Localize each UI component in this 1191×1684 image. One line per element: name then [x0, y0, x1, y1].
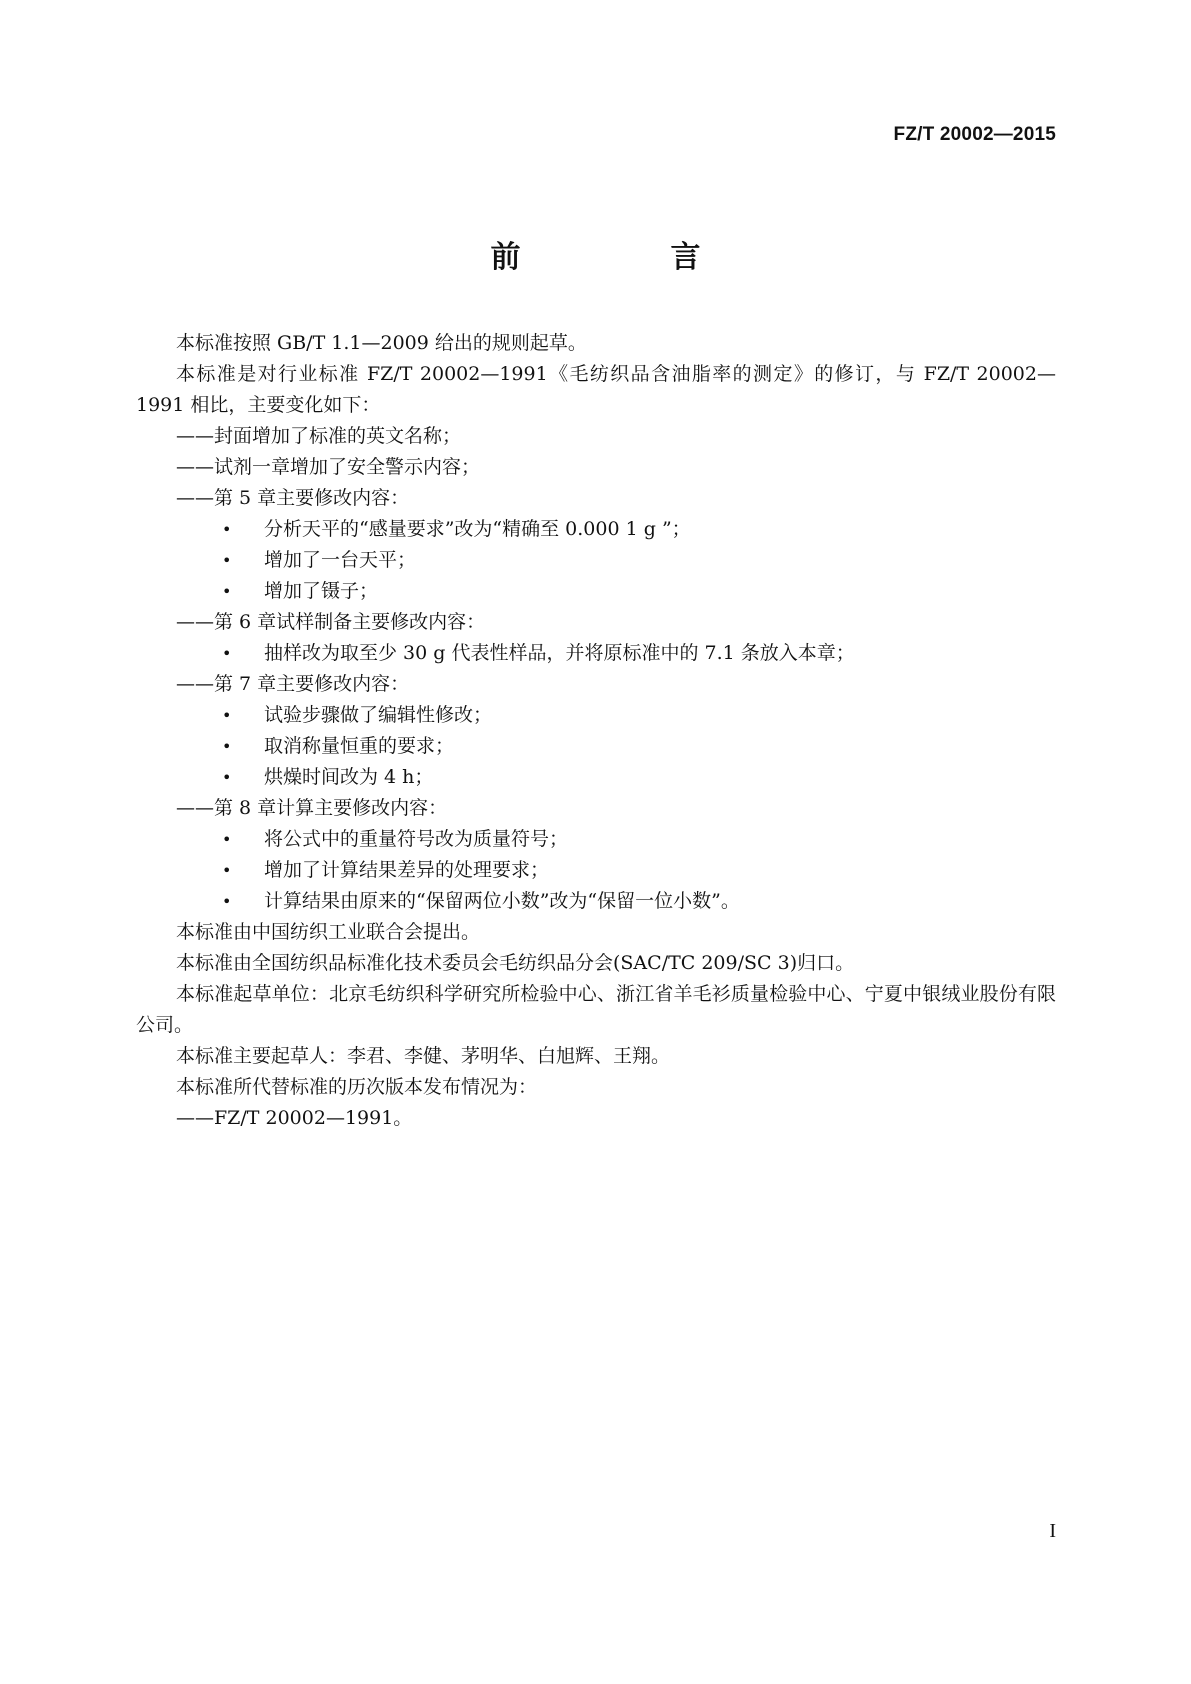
bullet-text: 取消称量恒重的要求； — [264, 735, 455, 757]
bullet-text: 抽样改为取至少 30 g 代表性样品，并将原标准中的 7.1 条放入本章； — [264, 642, 855, 664]
change-item-reagents: ——试剂一章增加了安全警示内容； — [176, 456, 481, 478]
bullet-text: 增加了一台天平； — [264, 549, 417, 571]
paragraph-drafting-units: 本标准起草单位：北京毛纺织科学研究所检验中心、浙江省羊毛衫质量检验中心、宁夏中银绒业股份有限公司。 — [136, 983, 1056, 1036]
bullet-icon: • — [222, 644, 232, 663]
bullet-icon: • — [222, 861, 232, 880]
change-item-chapter-6: ——第 6 章试样制备主要修改内容： — [176, 611, 486, 633]
bullet-text: 烘燥时间改为 4 h； — [264, 766, 434, 788]
paragraph-proposer: 本标准由中国纺织工业联合会提出。 — [176, 921, 481, 943]
bullet-item — [136, 576, 1056, 607]
bullet-item — [136, 638, 1056, 669]
bullet-icon: • — [222, 737, 232, 756]
paragraph-drafters: 本标准主要起草人：李君、李健、茅明华、白旭辉、王翔。 — [176, 1045, 671, 1067]
bullet-icon: • — [222, 830, 232, 849]
foreword-body — [136, 328, 1056, 1134]
bullet-text: 试验步骤做了编辑性修改； — [264, 704, 493, 726]
bullet-icon: • — [222, 892, 232, 911]
bullet-item — [136, 514, 1056, 545]
bullet-text: 分析天平的“感量要求”改为“精确至 0.000 1 g ”； — [264, 518, 691, 540]
bullet-item — [136, 855, 1056, 886]
bullet-icon: • — [222, 551, 232, 570]
paragraph-revision-summary: 本标准是对行业标准 FZ/T 20002—1991《毛纺织品含油脂率的测定》的修订，与 FZ/T 20002—1991 相比，主要变化如下： — [136, 363, 1056, 416]
bullet-item — [136, 762, 1056, 793]
bullet-item — [136, 886, 1056, 917]
bullet-text: 计算结果由原来的“保留两位小数”改为“保留一位小数”。 — [264, 890, 740, 912]
bullet-text: 将公式中的重量符号改为质量符号； — [264, 828, 569, 850]
bullet-item — [136, 731, 1056, 762]
paragraph-drafting-rules: 本标准按照 GB/T 1.1—2009 给出的规则起草。 — [176, 332, 587, 354]
change-item-chapter-8: ——第 8 章计算主要修改内容： — [176, 797, 448, 819]
history-item: ——FZ/T 20002—1991。 — [176, 1107, 413, 1129]
page-title: 前 言 — [490, 240, 761, 275]
paragraph-jurisdiction: 本标准由全国纺织品标准化技术委员会毛纺织品分会(SAC/TC 209/SC 3)归口。 — [176, 952, 855, 974]
standard-code-header: FZ/T 20002—2015 — [893, 124, 1056, 145]
bullet-item — [136, 545, 1056, 576]
bullet-item — [136, 824, 1056, 855]
bullet-text: 增加了镊子； — [264, 580, 379, 602]
bullet-text: 增加了计算结果差异的处理要求； — [264, 859, 550, 881]
paragraph-version-history: 本标准所代替标准的历次版本发布情况为： — [176, 1076, 538, 1098]
bullet-icon: • — [222, 520, 232, 539]
bullet-icon: • — [222, 706, 232, 725]
bullet-icon: • — [222, 768, 232, 787]
change-item-chapter-7: ——第 7 章主要修改内容： — [176, 673, 410, 695]
bullet-icon: • — [222, 582, 232, 601]
bullet-item — [136, 700, 1056, 731]
change-item-cover: ——封面增加了标准的英文名称； — [176, 425, 462, 447]
change-item-chapter-5: ——第 5 章主要修改内容： — [176, 487, 410, 509]
page-number: I — [1049, 1520, 1056, 1542]
